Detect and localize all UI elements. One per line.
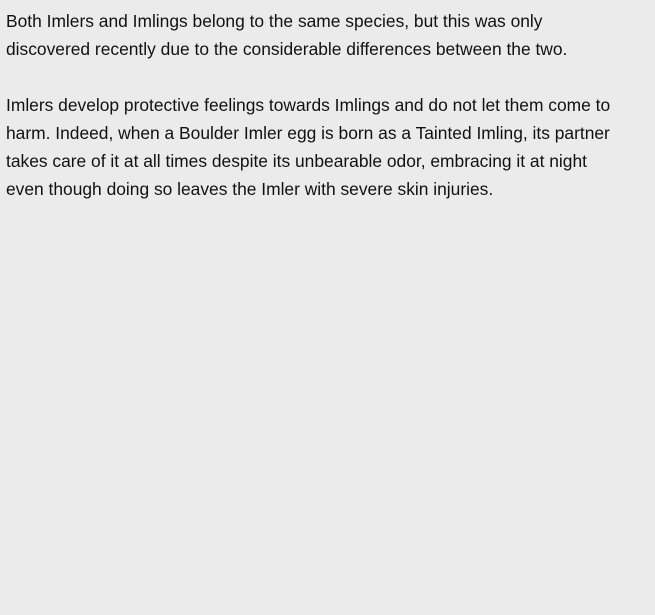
paragraph-protective-feelings bbox=[6, 91, 655, 203]
paragraph-line: Both Imlers and Imlings belong to the same species, but this was only bbox=[6, 11, 543, 31]
paragraph-line: discovered recently due to the considerable differences between the two. bbox=[6, 39, 568, 59]
paragraph-line: even though doing so leaves the Imler with severe skin injuries. bbox=[6, 179, 494, 199]
paragraph-line: Imlers develop protective feelings towards Imlings and do not let them come to bbox=[6, 95, 611, 115]
paragraph-line: harm. Indeed, when a Boulder Imler egg is born as a Tainted Imling, its partner bbox=[6, 123, 610, 143]
paragraph-spacer bbox=[6, 63, 655, 91]
paragraph-line: takes care of it at all times despite its unbearable odor, embracing it at night bbox=[6, 151, 587, 171]
paragraph-species bbox=[6, 7, 655, 63]
